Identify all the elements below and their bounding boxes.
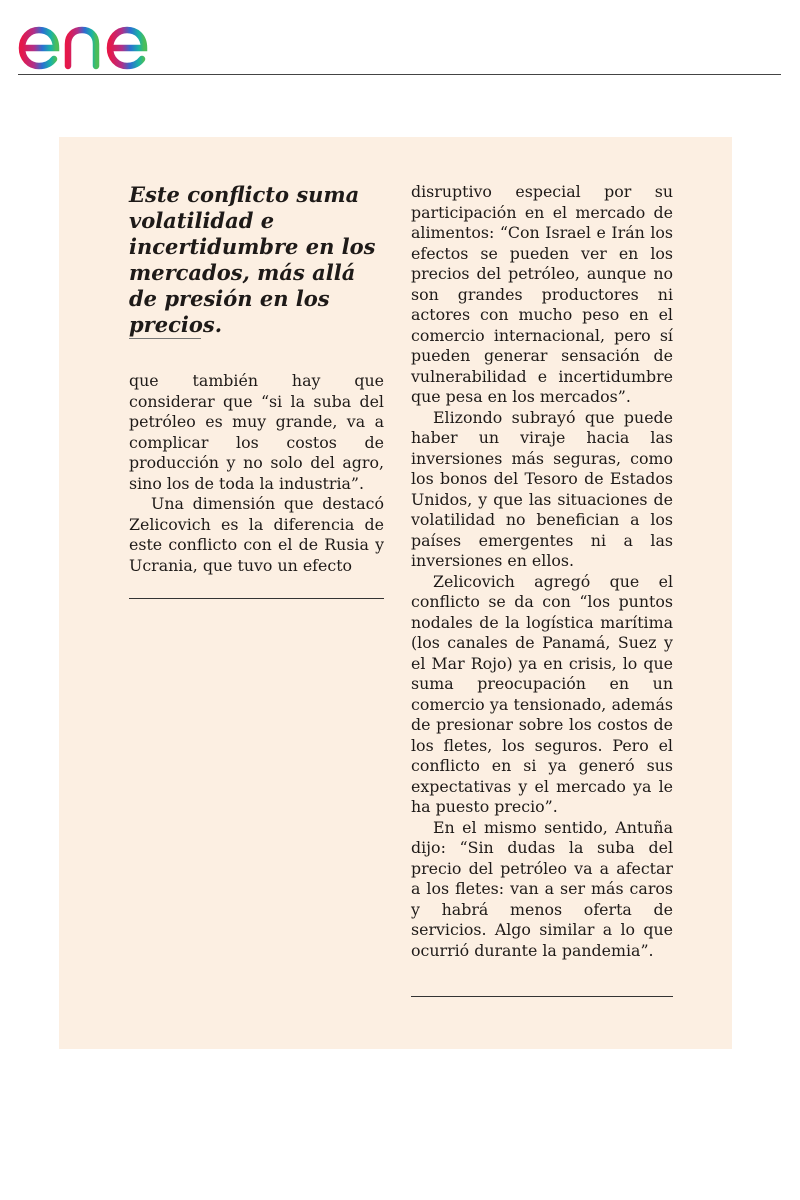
left-column	[129, 371, 384, 576]
pull-quote-rule	[129, 338, 201, 339]
paragraph: que también hay que considerar que “si la suba del petróleo es muy grande, va a complicar los costos de producción y no solo del agro, sino los de toda la industria”.	[129, 371, 384, 493]
paragraph: disruptivo especial por su participación en el mercado de alimentos: “Con Israel e Irán los efectos se pueden ver en los precios del petróleo, aunque no son grandes productores ni actores con mucho peso en el comercio internacional, pero sí pueden generar sensación de vulnerabilidad e incertidumbre que pesa en los mercados”.	[411, 182, 673, 406]
paragraph: En el mismo sentido, Antuña dijo: “Sin dudas la suba del precio del petróleo va a afectar a los fletes: van a ser más caros y habrá menos oferta de servicios. Algo similar a lo que ocurrió durante la pandemia”.	[411, 817, 673, 960]
column-end-rule	[129, 598, 384, 599]
header-rule	[18, 74, 781, 75]
pull-quote-block	[129, 182, 384, 338]
paragraph: Zelicovich agregó que el conflicto se da con “los puntos nodales de la logística marítima (los canales de Panamá, Suez y el Mar Rojo) ya en crisis, lo que suma preocupación en un comercio ya tensionado, además de presionar sobre los costos de los fletes, los seguros. Pero el conflicto en si ya generó sus expectativas y el mercado ya le ha puesto precio”.	[411, 571, 673, 816]
paragraph: Elizondo subrayó que puede haber un viraje hacia las inversiones más seguras, como los bonos del Tesoro de Estados Unidos, y que las situaciones de volatilidad no benefician a los países emergentes ni a las inversiones en ellos.	[411, 407, 673, 570]
article-end-rule	[411, 996, 673, 997]
page-header	[0, 0, 800, 80]
right-column	[411, 182, 673, 961]
pull-quote: Este conflicto suma volatilidad e incertidumbre en los mercados, más allá de presión en los precios.	[129, 182, 376, 337]
enel-logo	[18, 4, 193, 72]
paragraph: Una dimensión que destacó Zelicovich es la diferencia de este conflicto con el de Rusia y Ucrania, que tuvo un efecto	[129, 494, 384, 575]
